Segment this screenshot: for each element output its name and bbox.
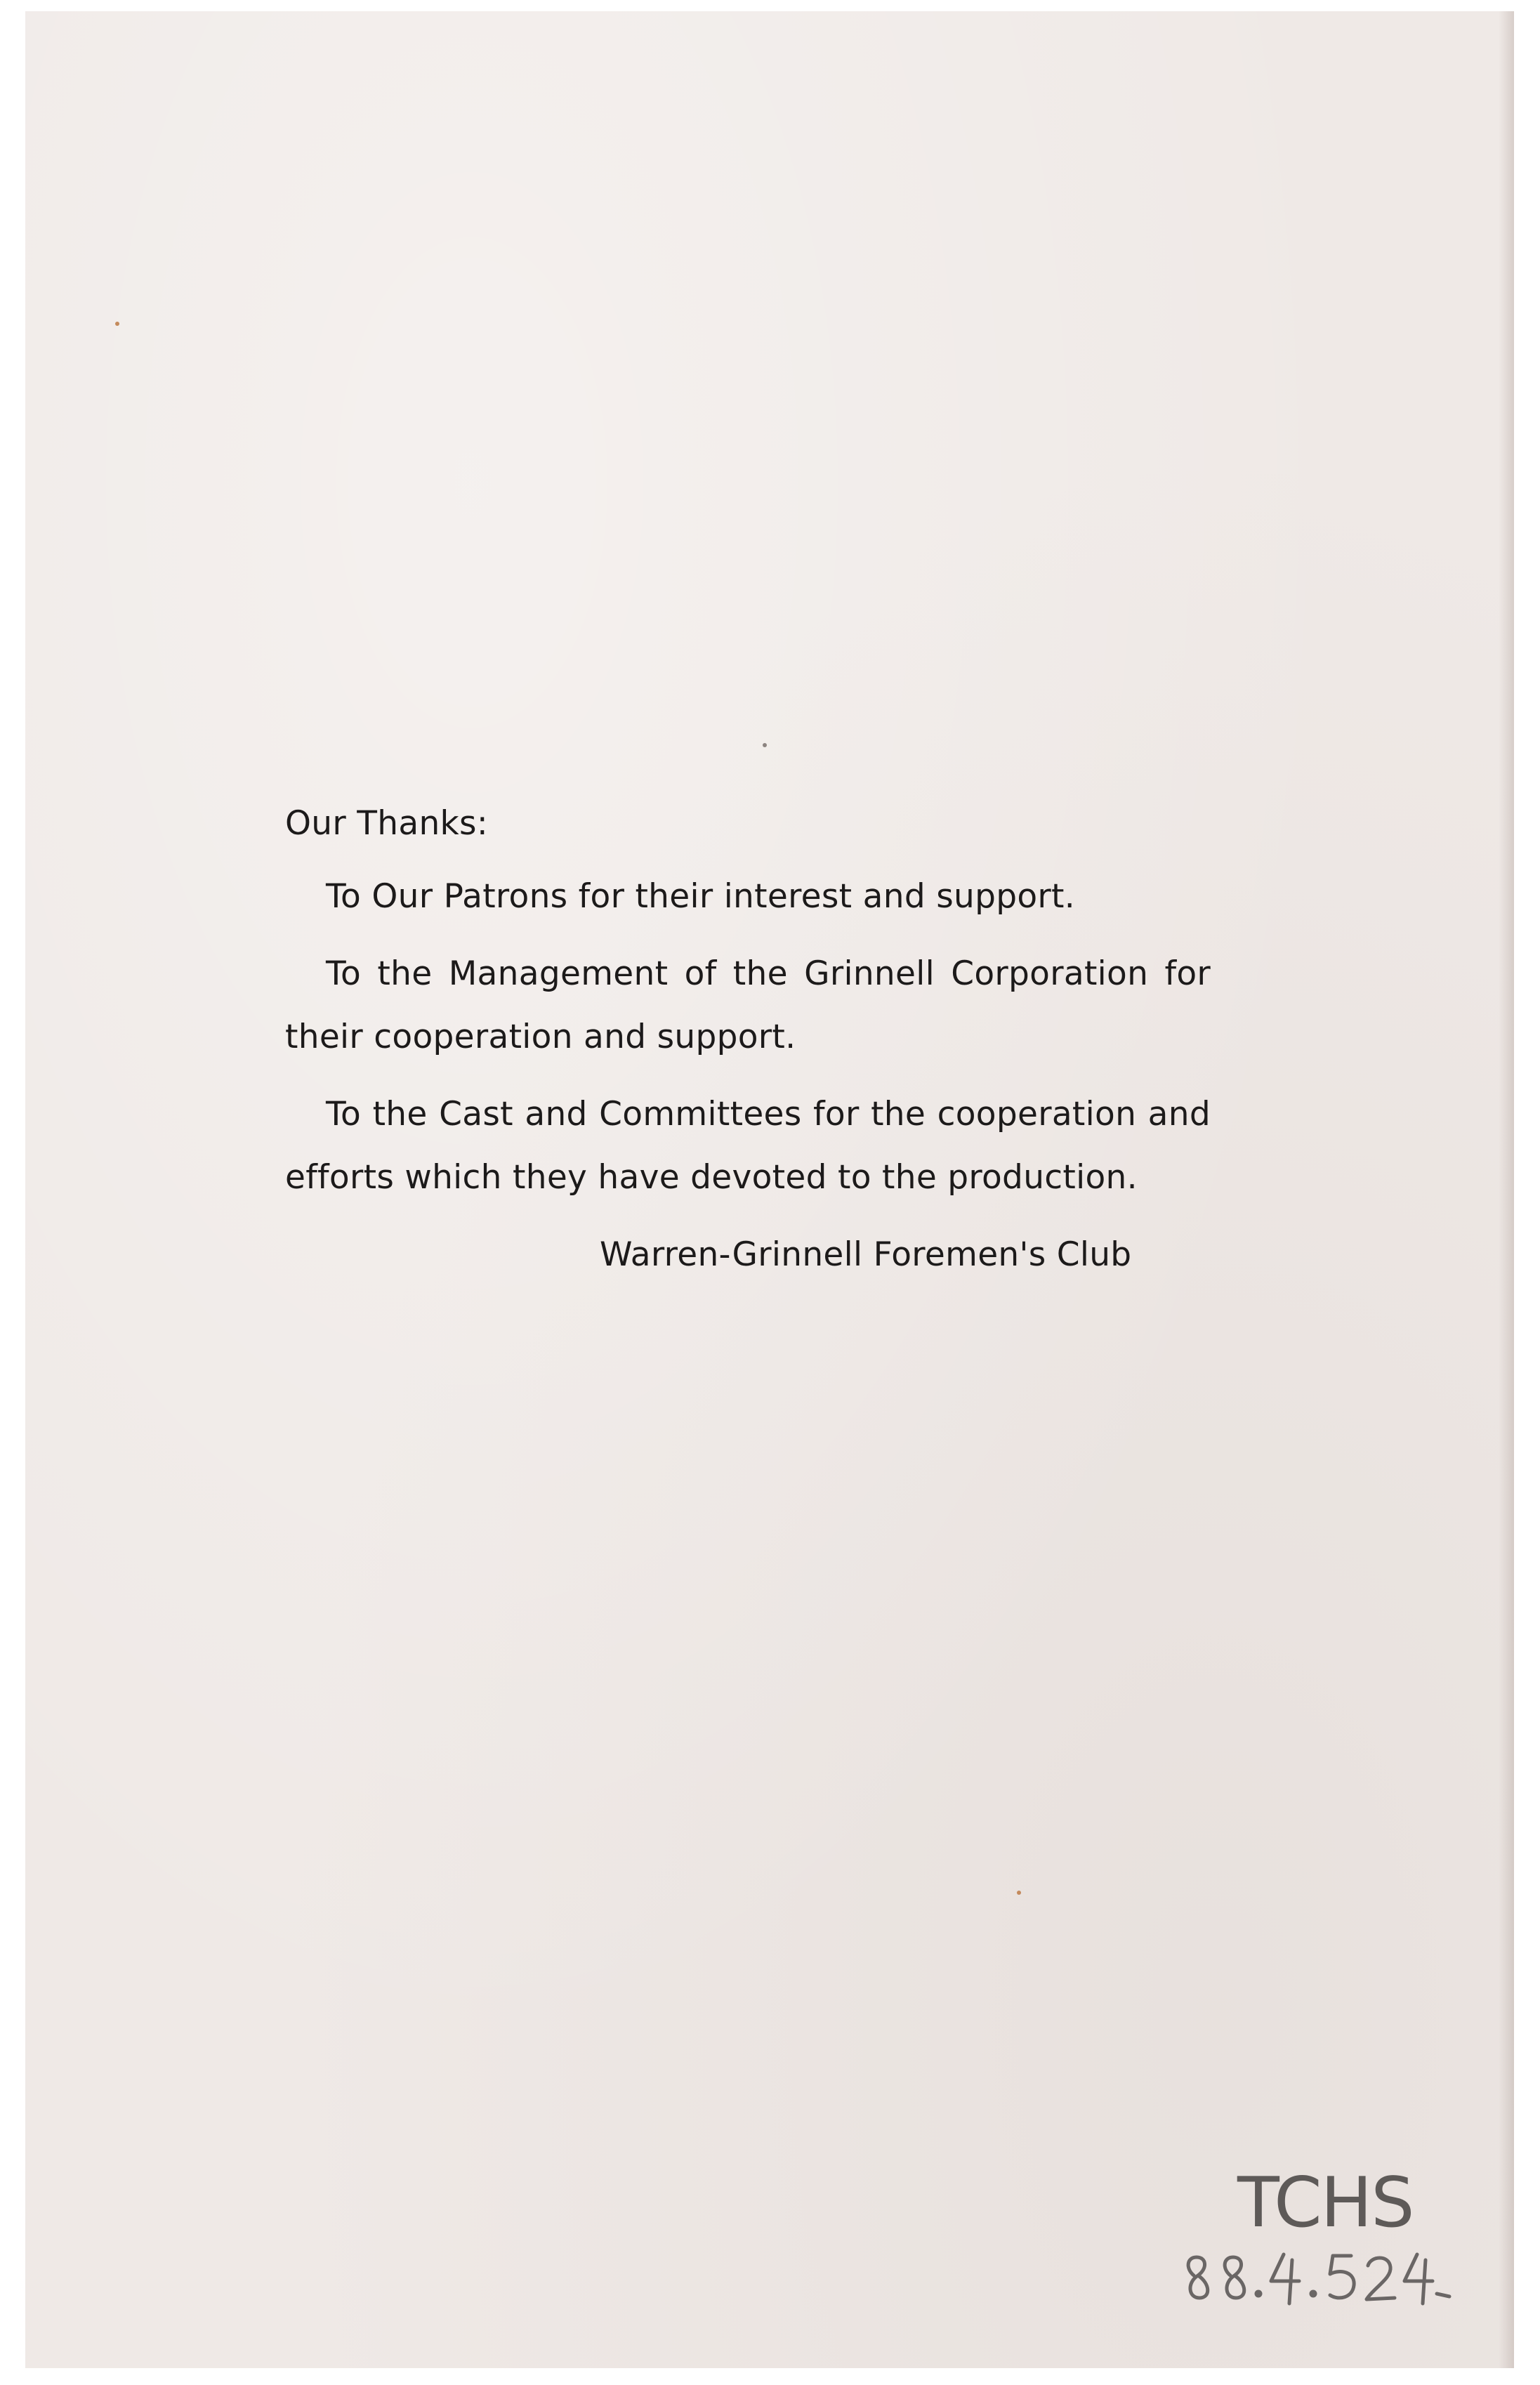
thanks-heading: Our Thanks: (285, 804, 488, 843)
thanks-paragraph-management: To the Management of the Grinnell Corporation for their cooperation and support. (285, 954, 1211, 1056)
thanks-paragraph-patrons: To Our Patrons for their interest and support. (326, 877, 1076, 916)
thanks-text-block (285, 792, 1211, 1287)
paper-speck (763, 743, 767, 747)
paper-speck (1017, 1891, 1021, 1895)
paper-speck (115, 322, 119, 326)
handwritten-catalog-number-icon (1180, 2247, 1475, 2311)
signature-line: Warren-Grinnell Foremen's Club (600, 1235, 1132, 1274)
page-edge-shadow (1499, 11, 1514, 2368)
thanks-paragraph-cast: To the Cast and Committees for the cooperation and efforts which they have devoted to the production. (285, 1095, 1211, 1197)
archive-stamp: TCHS (1237, 2163, 1414, 2243)
